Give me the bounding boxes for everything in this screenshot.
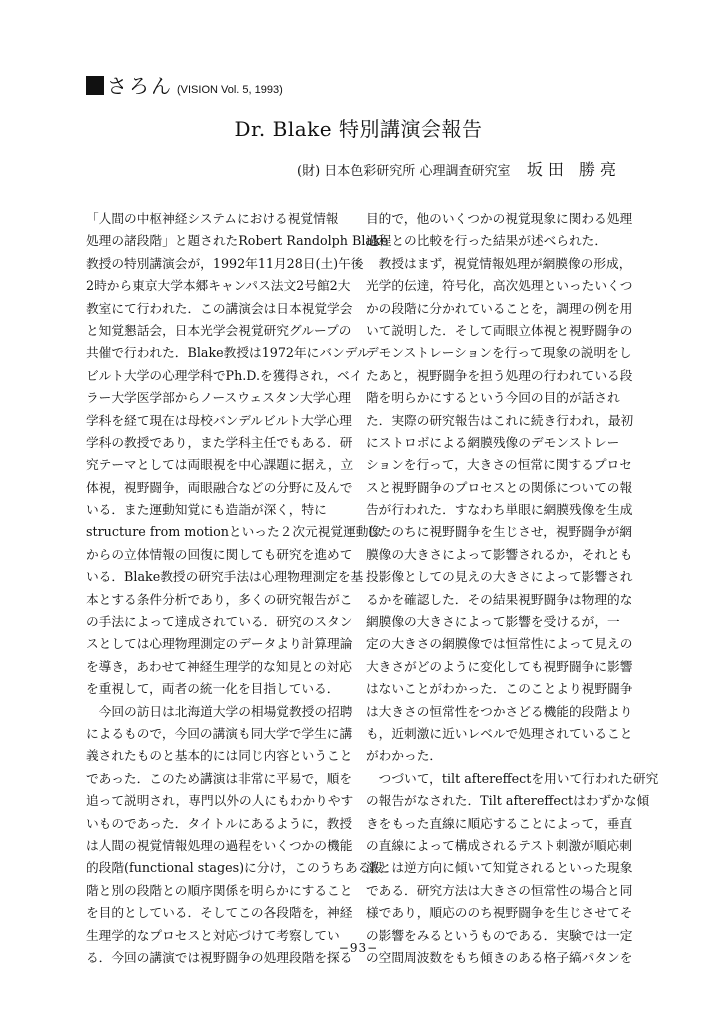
- text-line: の空間周波数をもち傾きのある格子縞パタンを: [366, 949, 633, 965]
- text-line: 処理の諸段階」と題されたRobert Randolph Blake: [86, 233, 389, 249]
- text-line: 大きさがどのように変化しても視野闘争に影響: [366, 658, 633, 674]
- text-line: 学科の教授であり，また学科主任でもある．研: [86, 434, 353, 450]
- text-line: 網膜像の大きさによって影響を受けるが，一: [366, 614, 620, 630]
- text-line: いものであった．タイトルにあるように，教授: [86, 815, 353, 831]
- text-line: 階を明らかにするという今回の目的が話され: [366, 390, 620, 406]
- author-line: [297, 157, 621, 180]
- text-line: 本とする条件分析であり，多くの研究報告がこ: [86, 591, 353, 607]
- text-line: ションを行って，大きさの恒常に関するプロセ: [366, 457, 632, 473]
- text-line: を重視して，両者の統一化を目指している．: [86, 681, 340, 697]
- text-line: にストロボによる網膜残像のデモンストレー: [366, 434, 620, 450]
- text-line: 共催で行われた．Blake教授は1972年にバンデル: [86, 345, 370, 361]
- text-line: 投影像としての見えの大きさによって影響され: [366, 569, 633, 585]
- text-line: は人間の視覚情報処理の過程をいくつかの機能: [86, 837, 353, 853]
- text-line: がわかった．: [366, 748, 443, 764]
- text-line: の直線によって構成されるテスト刺激が順応刺: [366, 837, 632, 853]
- section-source: (VISION Vol. 5, 1993): [177, 84, 283, 96]
- text-line: 告が行われた．すなわち単眼に網膜残像を生成: [366, 502, 633, 518]
- text-line: であった．このため講演は非常に平易で，順を: [86, 770, 353, 786]
- text-line: いて説明した．そして両眼立体視と視野闘争の: [366, 322, 633, 338]
- text-line: 激とは逆方向に傾いて知覚されるといった現象: [366, 860, 633, 876]
- text-line: の報告がなされた．Tilt aftereffectはわずかな傾: [366, 793, 650, 809]
- text-line: いる．Blake教授の研究手法は心理物理測定を基: [86, 569, 364, 585]
- text-line: はないことがわかった．このことより視野闘争: [366, 681, 633, 697]
- text-line: によるもので，今回の講演も同大学で学生に講: [86, 725, 353, 741]
- text-line: るかを確認した．その結果視野闘争は物理的な: [366, 591, 633, 607]
- text-line: 教室にて行われた．この講演会は日本視覚学会: [86, 300, 353, 316]
- text-line: である．研究方法は大きさの恒常性の場合と同: [366, 882, 633, 898]
- black-square-icon: [86, 76, 104, 95]
- text-line: 過程との比較を行った結果が述べられた．: [366, 233, 608, 249]
- text-line: も，近刺激に近いレベルで処理されていること: [366, 725, 633, 741]
- text-line: 教授はまず，視覚情報処理が網膜像の形成，: [366, 255, 632, 271]
- text-line: 学科を経て現在は母校バンデルビルト大学心理: [86, 412, 352, 428]
- text-line: を導き，あわせて神経生理学的な知見との対応: [86, 658, 352, 674]
- text-line: たあと，視野闘争を担う処理の行われている段: [366, 367, 633, 383]
- text-line: を目的としている．そしてこの各段階を，神経: [86, 905, 353, 921]
- text-line: た．実際の研究報告はこれに続き行われ，最初: [366, 412, 634, 428]
- text-line: 様であり，順応ののち視野闘争を生じさせてそ: [366, 905, 633, 921]
- text-line: いる．また運動知覚にも造詣が深く，特に: [86, 502, 327, 518]
- text-line: ラー大学医学部からノースウェスタン大学心理: [86, 390, 351, 406]
- text-line: 義されたものと基本的には同じ内容ということ: [86, 748, 353, 764]
- text-line: る．今回の講演では視野闘争の処理段階を探る: [86, 949, 353, 965]
- text-line: 生理学的なプロセスと対応づけて考察してい: [86, 927, 340, 943]
- section-header: [86, 70, 283, 99]
- section-name: さろん: [107, 74, 173, 98]
- text-line: したのちに視野闘争を生じさせ，視野闘争が網: [366, 524, 633, 540]
- text-line: 的段階(functional stages)に分け，このうちある段: [86, 860, 384, 876]
- text-line: からの立体情報の回復に関しても研究を進めて: [86, 546, 353, 562]
- text-line: ビルト大学の心理学科でPh.D.を獲得され，ベイ: [86, 367, 363, 383]
- text-line: 定の大きさの網膜像では恒常性によって見えの: [366, 636, 633, 652]
- text-line: きをもった直線に順応することによって，垂直: [366, 815, 633, 831]
- text-line: 追って説明され，専門以外の人にもわかりやす: [86, 793, 354, 809]
- author-affiliation: (財) 日本色彩研究所 心理調査研究室: [297, 164, 511, 179]
- text-line: 究テーマとしては両眼視を中心課題に据え，立: [86, 457, 354, 473]
- text-line: の影響をみるというものである．実験では一定: [366, 927, 633, 943]
- text-line: と知覚懇話会，日本光学会視覚研究グループの: [86, 322, 352, 338]
- text-line: 階と別の段階との順序関係を明らかにすること: [86, 882, 353, 898]
- text-line: 「人間の中枢神経システムにおける視覚情報: [86, 211, 339, 226]
- text-line: スとしては心理物理測定のデータより計算理論: [86, 636, 353, 652]
- article-title: Dr. Blake 特別講演会報告: [234, 117, 483, 141]
- text-line: 光学的伝達，符号化，高次処理といったいくつ: [366, 278, 633, 294]
- text-line: つづいて，tilt aftereffectを用いて行われた研究: [366, 770, 659, 786]
- text-line: 膜像の大きさによって影響されるか，それとも: [366, 546, 633, 562]
- text-line: かの段階に分かれていることを，調理の例を用: [366, 300, 633, 316]
- text-line: 今回の訪日は北海道大学の相場覚教授の招聘: [86, 703, 353, 719]
- text-line: は大きさの恒常性をつかさどる機能的段階より: [366, 703, 633, 719]
- text-line: 体視，視野闘争，両眼融合などの分野に及んで: [86, 479, 353, 495]
- text-line: structure from motionといった２次元視覚運動像: [86, 524, 382, 540]
- right-column: [366, 208, 659, 969]
- author-name: 坂田 勝亮: [526, 160, 621, 179]
- text-line: 教授の特別講演会が，1992年11月28日(土)午後: [86, 255, 364, 271]
- text-line: スと視野闘争のプロセスとの関係についての報: [366, 479, 633, 495]
- text-line: 目的で，他のいくつかの視覚現象に関わる処理: [366, 211, 633, 226]
- page-number: −93−: [338, 941, 379, 955]
- text-line: の手法によって達成されている．研究のスタン: [86, 614, 353, 630]
- text-line: 2時から東京大学本郷キャンパス法文2号館2大: [86, 278, 351, 294]
- text-line: デモンストレーションを行って現象の説明をし: [366, 345, 632, 361]
